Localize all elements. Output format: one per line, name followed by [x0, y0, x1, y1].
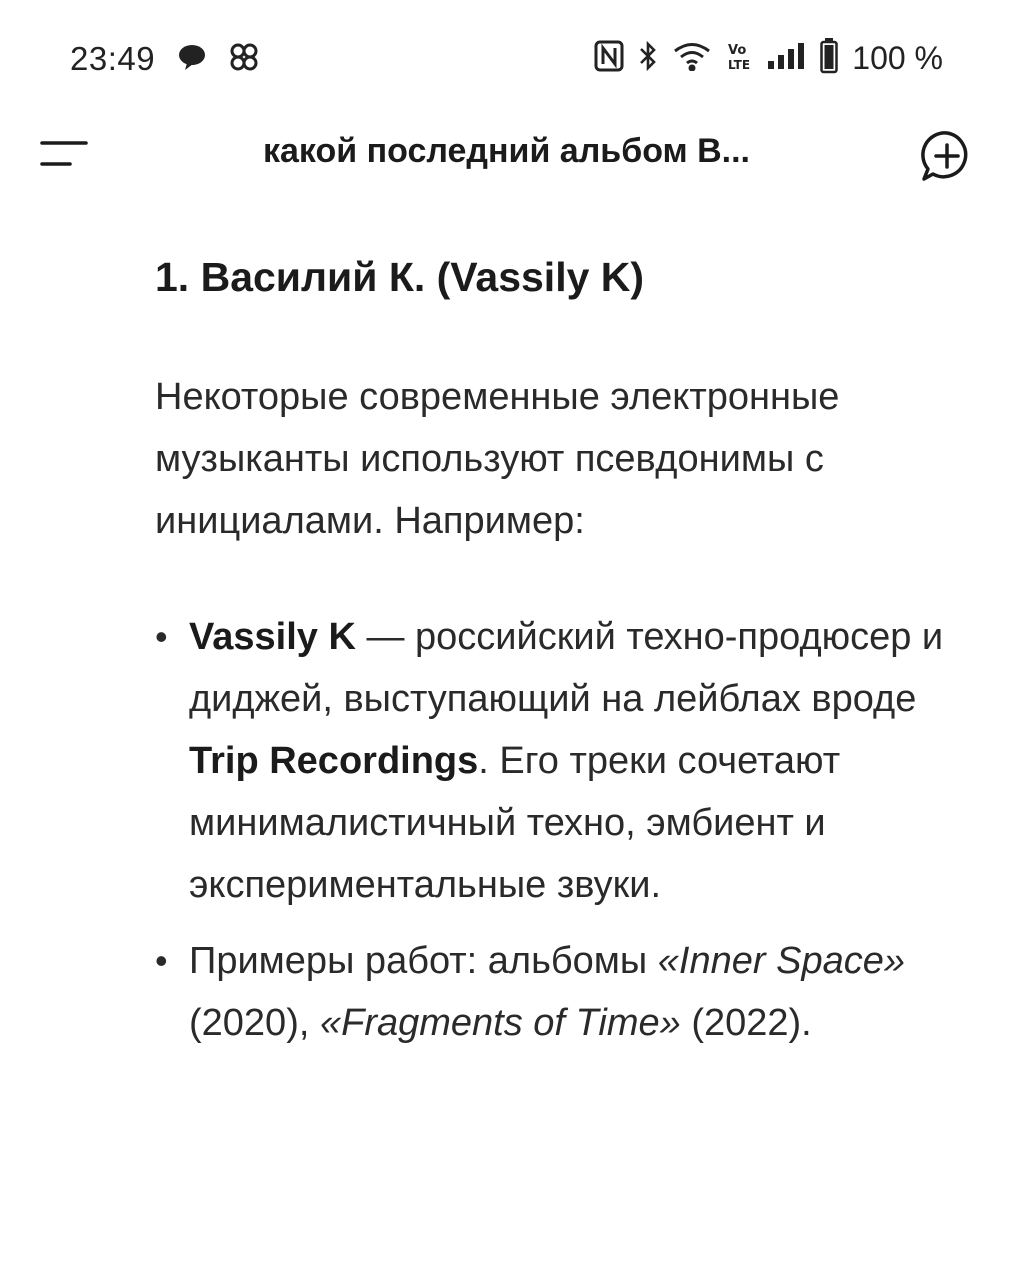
nfc-icon [594, 40, 624, 77]
status-bar [0, 30, 1013, 90]
label-name: Trip Recordings [189, 740, 479, 782]
bullet-text: . Его треки сочетают минималистичный техно, эмбиент и экспериментальные звуки. [189, 740, 841, 906]
assistant-message [155, 248, 955, 1068]
album-title: «Fragments of Time» [319, 1002, 681, 1044]
album-year: (2022). [680, 1002, 812, 1044]
bullet-dot: • [155, 616, 168, 657]
svg-text:LTE: LTE [728, 58, 751, 72]
new-chat-button[interactable] [919, 128, 975, 184]
signal-icon [766, 41, 806, 76]
list-item [155, 930, 955, 1054]
list-item [155, 606, 955, 916]
battery-percent: 100 % [852, 40, 943, 76]
album-title: «Inner Space» [657, 940, 905, 982]
artist-name: Vassily K [189, 616, 356, 658]
volte-icon [726, 40, 752, 77]
section-heading: 1. Василий К. (Vassily K) [155, 254, 645, 300]
bullet-dot: • [155, 940, 168, 981]
status-time: 23:49 [70, 40, 156, 77]
chat-title: какой последний альбом В... [262, 132, 751, 170]
menu-icon [38, 136, 92, 172]
album-year: (2020), [189, 1002, 320, 1044]
intro-paragraph: Некоторые современные электронные музыканты используют псевдонимы с инициалами. Например: [155, 376, 840, 542]
new-chat-icon [919, 128, 975, 184]
menu-button[interactable] [38, 136, 92, 172]
chat-bubble-icon [177, 43, 207, 76]
svg-text:Vo: Vo [728, 43, 747, 58]
bluetooth-icon [638, 40, 658, 77]
bullet-text: Примеры работ: альбомы [189, 940, 658, 982]
wifi-icon [672, 41, 712, 76]
battery-icon [820, 38, 838, 79]
bullet-text: — российский техно-продюсер и диджей, выступающий на лейблах вроде [189, 616, 944, 720]
bullet-list [155, 606, 955, 1054]
pinwheel-icon [229, 42, 259, 77]
app-header [0, 118, 1013, 194]
